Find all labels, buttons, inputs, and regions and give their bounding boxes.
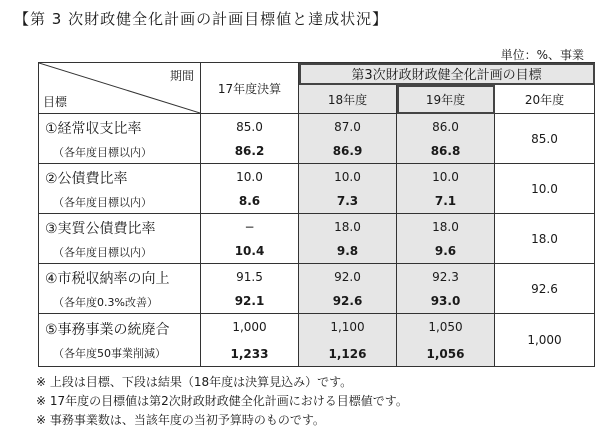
target-value: 1,000 <box>495 314 595 367</box>
result-value: 92.6 <box>332 294 363 308</box>
result-value: 7.1 <box>434 194 457 208</box>
target-value: 18.0 <box>432 220 459 234</box>
target-value: − <box>244 220 255 234</box>
row-subtitle: （各年度目標以内） <box>53 145 152 159</box>
target-table <box>38 62 595 367</box>
target-value: 87.0 <box>334 120 361 134</box>
target-value: 1,000 <box>232 320 267 334</box>
target-value: 10.0 <box>432 170 459 184</box>
result-value: 1,126 <box>328 347 367 361</box>
footnotes <box>36 373 408 430</box>
result-value: 10.4 <box>234 244 265 258</box>
target-value: 18.0 <box>495 214 595 264</box>
header-fy17: 17年度決算 <box>201 63 299 114</box>
target-value: 91.5 <box>236 270 263 284</box>
table-row <box>39 214 595 264</box>
row-name: ④市税収納率の向上 <box>45 270 170 287</box>
row-subtitle: （各年度目標以内） <box>53 195 152 209</box>
target-value: 85.0 <box>236 120 263 134</box>
page-title: 【第 3 次財政健全化計画の計画目標値と達成状況】 <box>14 10 389 28</box>
footnote: ※ 上段は目標、下段は結果（18年度は決算見込み）です。 <box>36 375 353 389</box>
target-value: 1,100 <box>330 320 365 334</box>
result-value: 92.1 <box>234 294 265 308</box>
table-row <box>39 264 595 314</box>
table-row <box>39 164 595 214</box>
result-value: 86.8 <box>430 144 461 158</box>
row-name: ③実質公債費比率 <box>45 220 156 237</box>
target-value: 92.0 <box>334 270 361 284</box>
target-value: 92.3 <box>432 270 459 284</box>
result-value: 7.3 <box>336 194 359 208</box>
row-name: ①経常収支比率 <box>45 120 142 137</box>
header-fy20: 20年度 <box>495 85 595 114</box>
result-value: 1,233 <box>230 347 269 361</box>
result-value: 9.6 <box>434 244 457 258</box>
result-value: 86.9 <box>332 144 363 158</box>
row-subtitle: （各年度50事業削減） <box>53 347 166 360</box>
table-row <box>39 314 595 367</box>
row-subtitle: （各年度目標以内） <box>53 245 152 259</box>
footnote: ※ 事務事業数は、当該年度の当初予算時のものです。 <box>36 413 325 427</box>
row-name: ⑤事務事業の統廃合 <box>45 322 170 338</box>
result-value: 9.8 <box>336 244 359 258</box>
result-value: 86.2 <box>234 144 265 158</box>
unit-label: 単位：%、事業 <box>500 48 584 62</box>
target-value: 18.0 <box>334 220 361 234</box>
header-corner <box>39 63 201 114</box>
header-fy19: 19年度 <box>397 85 495 114</box>
target-value: 10.0 <box>236 170 263 184</box>
header-target: 目標 <box>43 95 68 109</box>
row-subtitle: （各年度0.3%改善） <box>53 295 158 309</box>
result-value: 8.6 <box>238 194 261 208</box>
footnote: ※ 17年度の目標値は第2次財政財政健全化計画における目標値です。 <box>36 394 408 408</box>
target-value: 92.6 <box>495 264 595 314</box>
row-name: ②公債費比率 <box>45 170 128 187</box>
target-value: 1,050 <box>428 320 463 334</box>
header-period: 期間 <box>169 69 194 83</box>
table-row <box>39 114 595 164</box>
result-value: 1,056 <box>426 347 465 361</box>
header-plan-title: 第3次財政財政健全化計画の目標 <box>299 63 595 85</box>
target-value: 10.0 <box>495 164 595 214</box>
target-value: 10.0 <box>334 170 361 184</box>
result-value: 93.0 <box>430 294 461 308</box>
target-value: 85.0 <box>495 114 595 164</box>
target-value: 86.0 <box>432 120 459 134</box>
header-fy18: 18年度 <box>299 85 397 114</box>
